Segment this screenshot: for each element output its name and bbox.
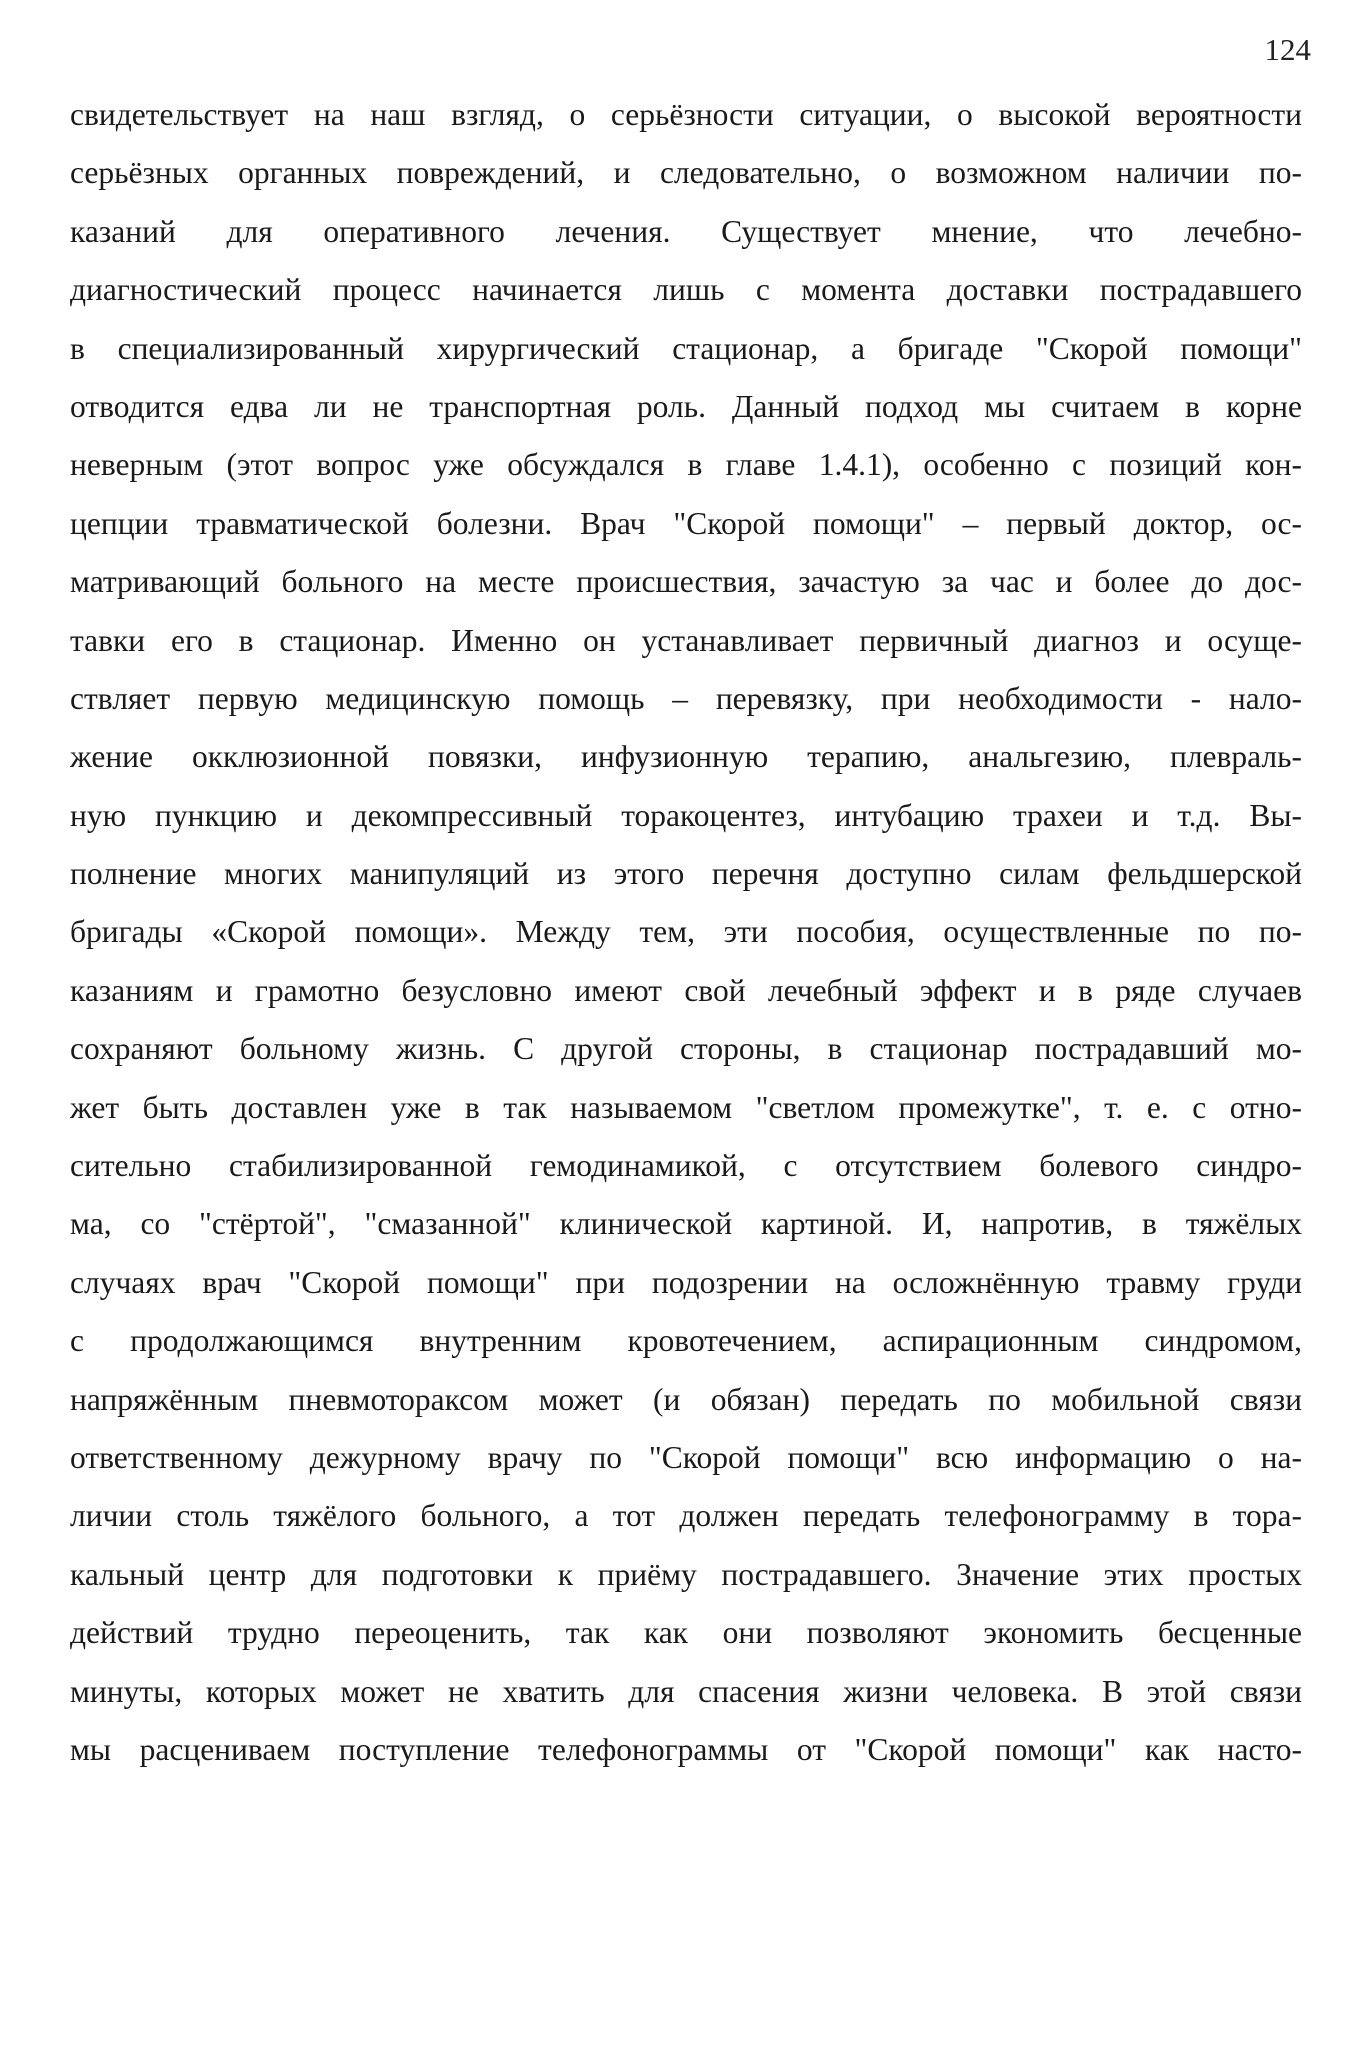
text-line: неверным (этот вопрос уже обсуждался в главе 1.4.1), особенно с позиций кон- (70, 447, 1302, 483)
text-line: свидетельствует на наш взгляд, о серьёзности ситуации, о высокой вероятности (70, 97, 1302, 132)
text-line: минуты, которых может не хватить для спасения жизни человека. В этой связи (70, 1673, 1302, 1709)
text-line: сохраняют больному жизнь. С другой стороны, в стационар пострадавший мо- (70, 1031, 1302, 1067)
text-line: жение окклюзионной повязки, инфузионную терапию, анальгезию, плевраль- (70, 739, 1302, 775)
text-line: отводится едва ли не транспортная роль. Данный подход мы считаем в корне (70, 388, 1302, 424)
text-line: случаях врач "Скорой помощи" при подозрении на осложнённую травму груди (70, 1264, 1302, 1300)
text-line: напряжённым пневмотораксом может (и обязан) передать по мобильной связи (70, 1381, 1302, 1417)
text-line: казаниям и грамотно безусловно имеют свой лечебный эффект и в ряде случаев (70, 972, 1302, 1008)
text-line: ную пункцию и декомпрессивный торакоцентез, интубацию трахеи и т.д. Вы- (70, 797, 1302, 833)
text-line: сительно стабилизированной гемодинамикой, с отсутствием болевого синдро- (70, 1148, 1302, 1184)
text-line: с продолжающимся внутренним кровотечением, аспирационным синдромом, (70, 1323, 1302, 1359)
text-line: цепции травматической болезни. Врач "Скорой помощи" – первый доктор, ос- (70, 505, 1302, 541)
text-line: действий трудно переоценить, так как они позволяют экономить бесценные (70, 1615, 1302, 1651)
body-paragraph (70, 86, 1302, 1779)
text-line: ствляет первую медицинскую помощь – перевязку, при необходимости - нало- (70, 680, 1302, 716)
text-line: ма, со "стёртой", "смазанной" клинической картиной. И, напротив, в тяжёлых (70, 1206, 1302, 1242)
page-number: 124 (1264, 32, 1311, 67)
text-line: полнение многих манипуляций из этого перечня доступно силам фельдшерской (70, 856, 1302, 892)
text-line: серьёзных органных повреждений, и следовательно, о возможном наличии по- (70, 155, 1302, 191)
text-line: мы расцениваем поступление телефонограммы от "Скорой помощи" как насто- (70, 1731, 1302, 1767)
text-line: в специализированный хирургический стационар, а бригаде "Скорой помощи" (70, 330, 1302, 366)
text-line: личии столь тяжёлого больного, а тот должен передать телефонограмму в тора- (70, 1498, 1302, 1534)
text-line: диагностический процесс начинается лишь с момента доставки пострадавшего (70, 272, 1302, 308)
text-line: матривающий больного на месте происшествия, зачастую за час и более до дос- (70, 564, 1302, 600)
text-line: ответственному дежурному врачу по "Скорой помощи" всю информацию о на- (70, 1439, 1302, 1475)
text-line: тавки его в стационар. Именно он устанавливает первичный диагноз и осуще- (70, 622, 1302, 658)
text-line: казаний для оперативного лечения. Существует мнение, что лечебно- (70, 213, 1302, 249)
text-line: бригады «Скорой помощи». Между тем, эти пособия, осуществленные по по- (70, 914, 1302, 950)
text-line: кальный центр для подготовки к приёму пострадавшего. Значение этих простых (70, 1556, 1302, 1592)
text-line: жет быть доставлен уже в так называемом "светлом промежутке", т. е. с отно- (70, 1089, 1302, 1125)
